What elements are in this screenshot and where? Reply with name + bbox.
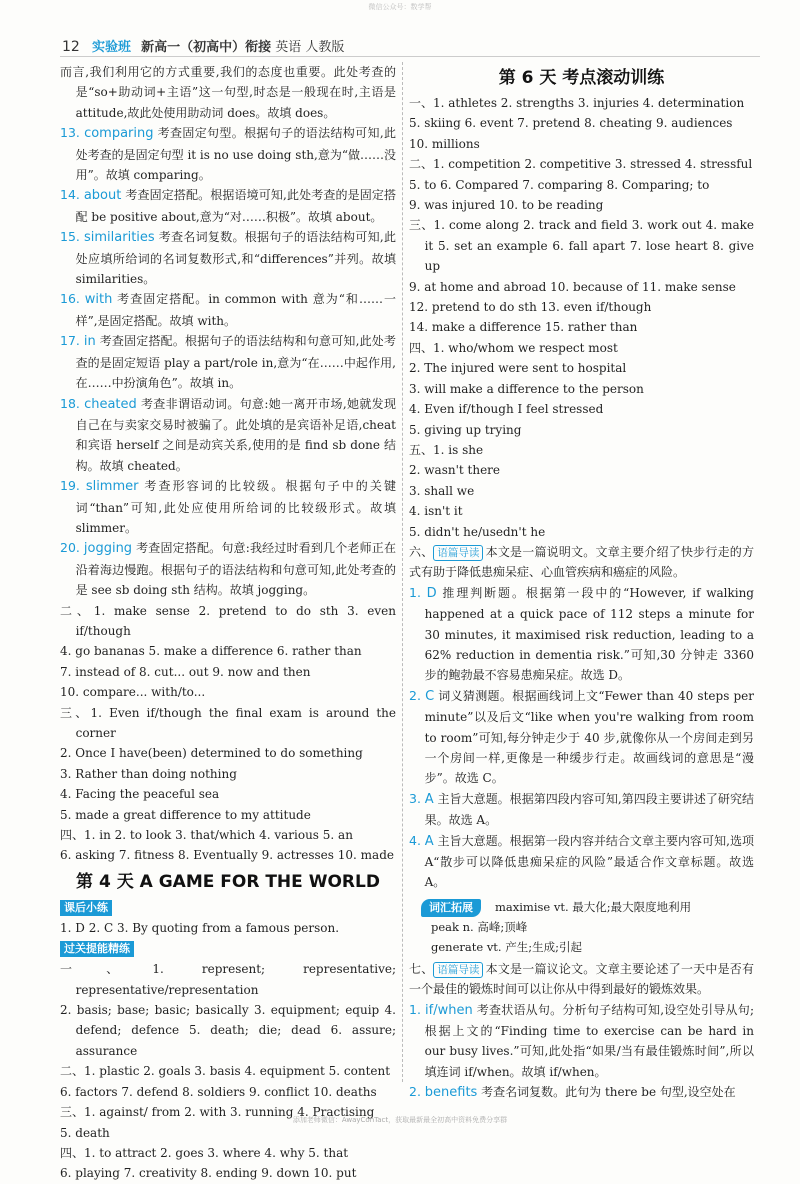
explanation-item (409, 1082, 754, 1103)
answer-line: 二、1. make sense 2. pretend to do sth 3. even if/though (60, 603, 396, 638)
section-title: 第 6 天 考点滚动训练 (498, 68, 665, 88)
explanation-text: 考查状语从句。分析句子结构可知,设空处引导从句;根据上文的“Finding time to exercise can be hard in our busy lives.”可知,此处指“如果/当有最佳锻炼时间”,所以填连词 if/when。故填 if/when。 (424, 1002, 754, 1079)
answer-line: 三、1. come along 2. track and field 3. work out 4. make it 5. set an example 6. fall apart 7. lose heart 8. give up (409, 218, 754, 274)
answer-line: 二、1. plastic 2. goals 3. basis 4. equipment 5. content (60, 1064, 391, 1079)
answer-line: 四、1. in 2. to look 3. that/which 4. various 5. an (60, 828, 353, 843)
explanation-text: 考查固定搭配。根据句子的语法结构和句意可知,此处考查的是固定短语 play a part/role in,意为“在……中起作用,在……中扮演角色”。故填 in。 (75, 334, 396, 391)
answer-line: 5. didn't he/usedn't he (409, 524, 546, 539)
explanation-item (60, 123, 396, 185)
header-divider (60, 56, 760, 57)
answer-keyword: slimmer (85, 479, 139, 495)
explanation-item (60, 394, 396, 477)
question-number: 16. (60, 291, 80, 307)
passage-guide: 七、 语篇导读 本文是一篇议论文。文章主要论述了一天中是否有一个最佳的锻炼时间可以让你从中得到最好的锻炼效果。 (409, 961, 754, 997)
answer-line: 5. made a great difference to my attitude (60, 807, 311, 822)
left-column (60, 62, 396, 1184)
explanation-text: 主旨大意题。根据第四段内容可知,第四段主要讲述了研究结果。故选 A。 (424, 791, 754, 828)
question-number: 17. (60, 333, 80, 349)
vocab-line: peak n. 高峰;顶峰 (431, 919, 528, 934)
answer-line: 一、1. represent; representative; representative/representation (60, 962, 396, 997)
question-number: 2. (409, 687, 421, 703)
answer-line: 四、1. to attract 2. goes 3. where 4. why 5. that (60, 1145, 349, 1160)
answer-line: 五、1. is she (409, 442, 484, 457)
answer-keyword: D (426, 585, 437, 601)
answer-keyword: C (425, 688, 435, 704)
answer-line: 5. death (60, 1125, 110, 1140)
passage-guide: 六、 语篇导读 本文是一篇说明文。文章主要介绍了快步行走的方式有助于降低患痴呆症、心血管疾病和癌症的风险。 (409, 544, 754, 580)
answer-line: 2. Once I have(been) determined to do something (60, 746, 363, 761)
answer-line: 一、1. athletes 2. strengths 3. injuries 4. determination (409, 96, 745, 110)
vocab-line: generate vt. 产生;生成;引起 (431, 939, 582, 954)
answer-keyword: in (83, 334, 96, 350)
answer-keyword: if/when (425, 1002, 473, 1018)
explanation-item (60, 331, 396, 393)
answer-line: 而言,我们利用它的方式重要,我们的态度也重要。此处考查的是“so+助动词+主语”这一句型,时态是一般现在时,主语是 attitude,故此处使用助动词 does。故填 does。 (60, 65, 396, 120)
answer-line: 二、1. competition 2. competitive 3. stressed 4. stressful (409, 157, 753, 172)
tag-row (60, 897, 396, 918)
answer-line: 5. to 6. Compared 7. comparing 8. Comparing; to (409, 177, 710, 192)
watermark-top: 微信公众号：数学帮 (368, 3, 432, 11)
explanation-item (60, 289, 396, 331)
explanation-item (409, 789, 754, 831)
answer-line: 6. asking 7. fitness 8. Eventually 9. actresses 10. made (60, 848, 394, 863)
section-tag: 过关提能精练 (60, 941, 134, 957)
answer-line: 2. The injured were sent to hospital (409, 361, 627, 376)
explanation-text: 考查固定搭配。根据语境可知,此处考查的是固定搭配 be positive about,意为“对……积极”。故填 about。 (75, 188, 396, 224)
answer-line: 1. D 2. C 3. By quoting from a famous person. (60, 920, 340, 935)
answer-keyword: comparing (84, 126, 154, 142)
answer-line: 4. Even if/though I feel stressed (409, 402, 604, 417)
answer-keyword: A (424, 833, 434, 849)
answer-keyword: A (424, 791, 434, 807)
explanation-item (409, 583, 754, 686)
explanation-item (60, 476, 396, 538)
answer-line: 6. factors 7. defend 8. soldiers 9. conflict 10. deaths (60, 1084, 377, 1099)
explanation-text: 主旨大意题。根据第一段内容并结合文章主要内容可知,选项 A“散步可以降低患痴呆症的风险”最适合作文章标题。故选 A。 (424, 833, 754, 890)
page-number: 12 (62, 39, 80, 55)
answer-line: 5. giving up trying (409, 422, 522, 437)
explanation-text: 考查形容词的比较级。根据句子中的关键词“than”可知,此处应使用所给词的比较级形式。故填 slimmer。 (75, 479, 396, 535)
explanation-item (60, 227, 396, 289)
question-number: 1. (409, 1001, 421, 1017)
explanation-text: 考查固定搭配。句意:我经过时看到几个老师正在沿着海边慢跑。根据句子的语法结构和句意可知,此处考查的是 see sb doing sth 结构。故填 jogging。 (75, 541, 396, 598)
explanation-text: 考查名词复数。此句为 there be 句型,设空处在 (481, 1085, 736, 1100)
tag-row (60, 938, 396, 959)
answer-line: 三、1. against/ from 2. with 3. running 4. Practising (60, 1105, 375, 1120)
answer-keyword: jogging (83, 541, 133, 557)
explanation-text: 考查固定搭配。in common with 意为“和……一样”,是固定搭配。故填 with。 (75, 292, 396, 328)
answer-line: 3. shall we (409, 483, 475, 498)
edition-label: 英语 人教版 (275, 40, 345, 55)
passage-guide-badge: 语篇导读 (433, 545, 483, 561)
answer-line: 4. go bananas 5. make a difference 6. rather than (60, 644, 362, 659)
answer-line: 6. playing 7. creativity 8. ending 9. down 10. put (60, 1166, 357, 1181)
answer-line: 10. compare... with/to... (60, 685, 206, 700)
answer-line: 3. will make a difference to the person (409, 381, 644, 396)
explanation-text: 考查非谓语动词。句意:她一离开市场,她就发现自己在与卖家交易时被骗了。此处填的是宾语补足语,cheat 和宾语 herself 之间是动宾关系,使用的是 find sb done 结构。故填 cheated。 (75, 396, 397, 473)
answer-keyword: about (83, 188, 122, 204)
explanation-item (60, 538, 396, 600)
explanation-item (60, 185, 396, 227)
question-number: 3. (409, 790, 421, 806)
explanation-text: 考查固定句型。根据句子的语法结构可知,此处考查的是固定句型 it is no use doing sth,意为“做……没用”。故填 comparing。 (75, 126, 396, 183)
brand-label: 实验班 (91, 40, 131, 55)
explanation-text: 词义猜测题。根据画线词上文“Fewer than 40 steps per minute”以及后文“like when you're walking from room to room”可知,每分钟走少于 40 步,就像你从一个房间走到另一个房间一样,更像是一种缓步行走。故画线词的意思是“漫步”。故选 C。 (424, 688, 755, 786)
answer-line: 4. isn't it (409, 504, 463, 519)
answer-line: 三、1. Even if/though the final exam is around the corner (60, 705, 396, 740)
answer-line: 四、1. who/whom we respect most (409, 340, 618, 355)
answer-line: 9. was injured 10. to be reading (409, 198, 604, 213)
question-number: 13. (60, 125, 80, 141)
question-number: 4. (409, 832, 421, 848)
question-number: 2. (409, 1084, 421, 1100)
explanation-item (409, 686, 754, 789)
answer-keyword: similarities (84, 230, 155, 246)
question-number: 18. (60, 395, 80, 411)
page-header (62, 36, 344, 55)
question-number: 20. (60, 540, 80, 556)
column-divider (402, 62, 403, 1082)
section-title: 第 4 天 A GAME FOR THE WORLD (76, 871, 380, 892)
right-column (409, 62, 754, 1104)
answer-keyword: cheated (84, 396, 137, 412)
answer-line: 7. instead of 8. cut... out 9. now and then (60, 664, 311, 679)
answer-line: 10. millions (409, 136, 480, 151)
answer-line: 4. Facing the peaceful sea (60, 787, 220, 802)
section-tag: 课后小练 (60, 900, 112, 916)
answer-line: 9. at home and abroad 10. because of 11. make sense (409, 279, 736, 294)
vocab-line: 词汇拓展 maximise vt. 最大化;最大限度地利用 (421, 897, 754, 917)
answer-line: 14. make a difference 15. rather than (409, 320, 638, 335)
passage-guide-badge: 语篇导读 (433, 962, 483, 978)
explanation-text: 推理判断题。根据第一段中的“However, if walking happened at a quick pace of 112 steps a minute for 30 minutes, it maximised risk reduction, leading to a 62% reduction in dementia risk.”可知,30 分钟走 3360 步的鲍勃最不容易患痴呆症。故选 D。 (424, 585, 754, 683)
answer-line: 5. skiing 6. event 7. pretend 8. cheating 9. audiences (409, 116, 733, 131)
answer-line: 2. wasn't there (409, 463, 501, 478)
watermark-bottom: 添加老师微信：AwayConTact，获取最新最全初高中资料免费分享群 (292, 1116, 508, 1124)
answer-keyword: with (84, 292, 113, 308)
explanation-item (409, 831, 754, 893)
explanation-item (409, 1000, 754, 1083)
vocab-box (421, 897, 754, 957)
answer-line: 2. basis; base; basic; basically 3. equipment; equip 4. defend; defence 5. death; die; dead 6. assure; assurance (60, 1003, 396, 1058)
question-number: 1. (409, 584, 421, 600)
answer-line: 12. pretend to do sth 13. even if/though (409, 300, 652, 315)
question-number: 19. (60, 478, 80, 494)
question-number: 15. (60, 229, 80, 245)
vocab-tag: 词汇拓展 (421, 899, 481, 917)
book-title: 新高一（初高中）衔接 (141, 40, 272, 55)
answer-keyword: benefits (424, 1085, 478, 1101)
explanation-text: 考查名词复数。根据句子的语法结构可知,此处应填所给词的名词复数形式,和“differences”并列。故填 similarities。 (75, 230, 396, 287)
question-number: 14. (60, 187, 80, 203)
answer-line: 3. Rather than doing nothing (60, 766, 237, 781)
